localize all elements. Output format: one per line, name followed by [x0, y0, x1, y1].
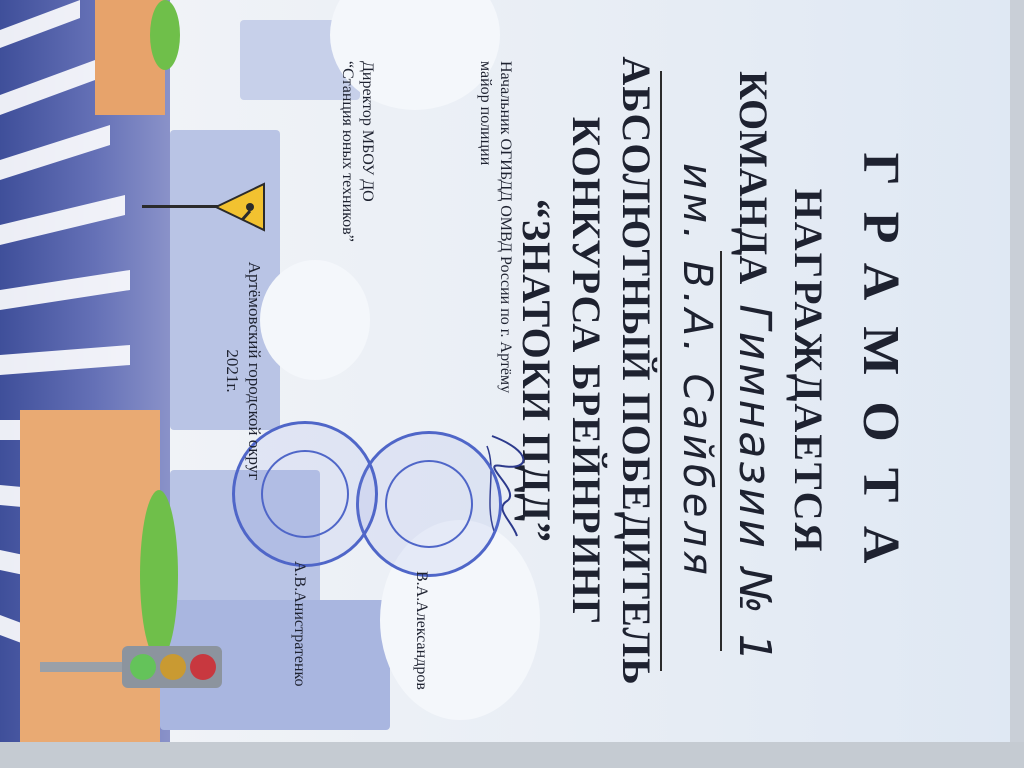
winner-text: АБСОЛЮТНЫЙ ПОБЕДИТЕЛЬ — [614, 56, 659, 686]
police-stamp-icon — [356, 431, 502, 577]
contest-text: КОНКУРСА БРЕЙНРИНГ — [564, 116, 609, 626]
chief-title: Начальник ОГИБДД ОМВД России по г. Артёму — [497, 61, 514, 394]
team-line — [729, 71, 780, 665]
page-edge — [0, 742, 1024, 768]
director-name: А.В.Анистратенко — [291, 561, 308, 687]
team-underline — [720, 251, 722, 651]
team-underline-2 — [660, 71, 662, 671]
page-edge — [1010, 0, 1024, 742]
contest-name: “ЗНАТОКИ ПДД” — [514, 198, 559, 544]
chief-name: В.А.Александров — [413, 571, 430, 690]
chief-rank: майор полиции — [477, 61, 494, 166]
director-title: Директор МБОУ ДО — [359, 61, 376, 202]
year: 2021г. — [223, 349, 242, 393]
team-prefix: КОМАНДА — [731, 71, 776, 285]
team-name-handwritten-line-2: им. В.А. Сайбеля — [674, 163, 720, 579]
certificate-title: ГРАМОТА — [852, 152, 909, 590]
awarded-heading: НАГРАЖДАЕТСЯ — [786, 188, 831, 554]
city: Артёмовский городской округ — [245, 261, 264, 481]
director-organization: “Станция юных техников” — [339, 61, 356, 242]
certificate-text-block — [52, 1, 972, 741]
team-name-handwritten: Гимназии № 1 — [729, 304, 780, 665]
